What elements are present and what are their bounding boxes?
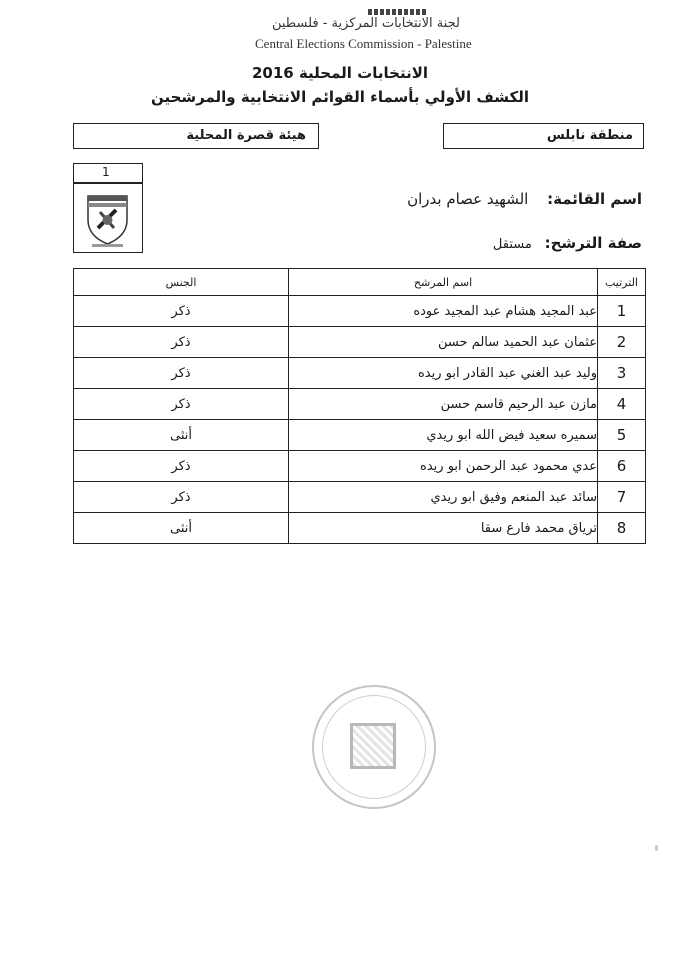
document-subtitle: الكشف الأولي بأسماء القوائم الانتخابية والمرشحين: [150, 88, 530, 106]
candidacy-label: صفة الترشح:: [544, 234, 642, 252]
cell-rank: 4: [598, 389, 646, 420]
list-name-value: الشهيد عصام بدران: [407, 190, 529, 208]
cell-rank: 5: [598, 420, 646, 451]
cell-rank: 7: [598, 482, 646, 513]
cell-gender: ذكر: [74, 327, 289, 358]
document-title: الانتخابات المحلية 2016: [251, 64, 429, 82]
list-name-label: اسم القائمة:: [547, 190, 642, 208]
cell-gender: أنثى: [74, 420, 289, 451]
table-row: [74, 296, 646, 327]
cell-rank: 6: [598, 451, 646, 482]
table-row: [74, 389, 646, 420]
stamp-seal-square: [350, 723, 396, 769]
header-name: اسم المرشح: [289, 269, 598, 296]
cell-gender: ذكر: [74, 482, 289, 513]
header-rank: الترتيب: [598, 269, 646, 296]
org-name-arabic: لجنة الانتخابات المركزية - فلسطين: [271, 16, 460, 31]
list-name-row: [160, 190, 642, 208]
org-name-english: Central Elections Commission - Palestine: [255, 36, 472, 51]
candidacy-value: مستقل: [492, 237, 532, 252]
table-row: [74, 358, 646, 389]
table-row: [74, 327, 646, 358]
commission-logo-icon: [368, 8, 430, 16]
cell-name: عبد المجيد هشام عبد المجيد عوده: [289, 296, 598, 327]
candidacy-row: [160, 234, 642, 252]
cell-name: مازن عبد الرحيم قاسم حسن: [289, 389, 598, 420]
emblem-box: [73, 183, 143, 253]
table-header-row: [74, 269, 646, 296]
scan-mark: [655, 845, 658, 851]
cell-gender: ذكر: [74, 451, 289, 482]
list-emblem-icon: [74, 184, 141, 251]
header-gender: الجنس: [74, 269, 289, 296]
cell-name: عدي محمود عبد الرحمن ابو ريده: [289, 451, 598, 482]
region-box: منطقة نابلس: [443, 123, 644, 149]
cell-gender: أنثى: [74, 513, 289, 544]
local-body-box: هيئة قصرة المحلية: [73, 123, 319, 149]
table-row: [74, 420, 646, 451]
cell-gender: ذكر: [74, 296, 289, 327]
cell-rank: 2: [598, 327, 646, 358]
table-row: [74, 482, 646, 513]
cell-rank: 3: [598, 358, 646, 389]
cell-gender: ذكر: [74, 389, 289, 420]
cell-name: وليد عبد الغني عبد القادر ابو ريده: [289, 358, 598, 389]
cell-name: سائد عبد المنعم وفيق ابو ريدي: [289, 482, 598, 513]
list-number-box: 1: [73, 163, 143, 183]
cell-rank: 8: [598, 513, 646, 544]
cell-gender: ذكر: [74, 358, 289, 389]
cell-rank: 1: [598, 296, 646, 327]
table-row: [74, 451, 646, 482]
cell-name: ترياق محمد فارع سقا: [289, 513, 598, 544]
cell-name: سميره سعيد فيض الله ابو ريدي: [289, 420, 598, 451]
table-row: [74, 513, 646, 544]
candidates-table: [73, 268, 646, 544]
cell-name: عثمان عبد الحميد سالم حسن: [289, 327, 598, 358]
